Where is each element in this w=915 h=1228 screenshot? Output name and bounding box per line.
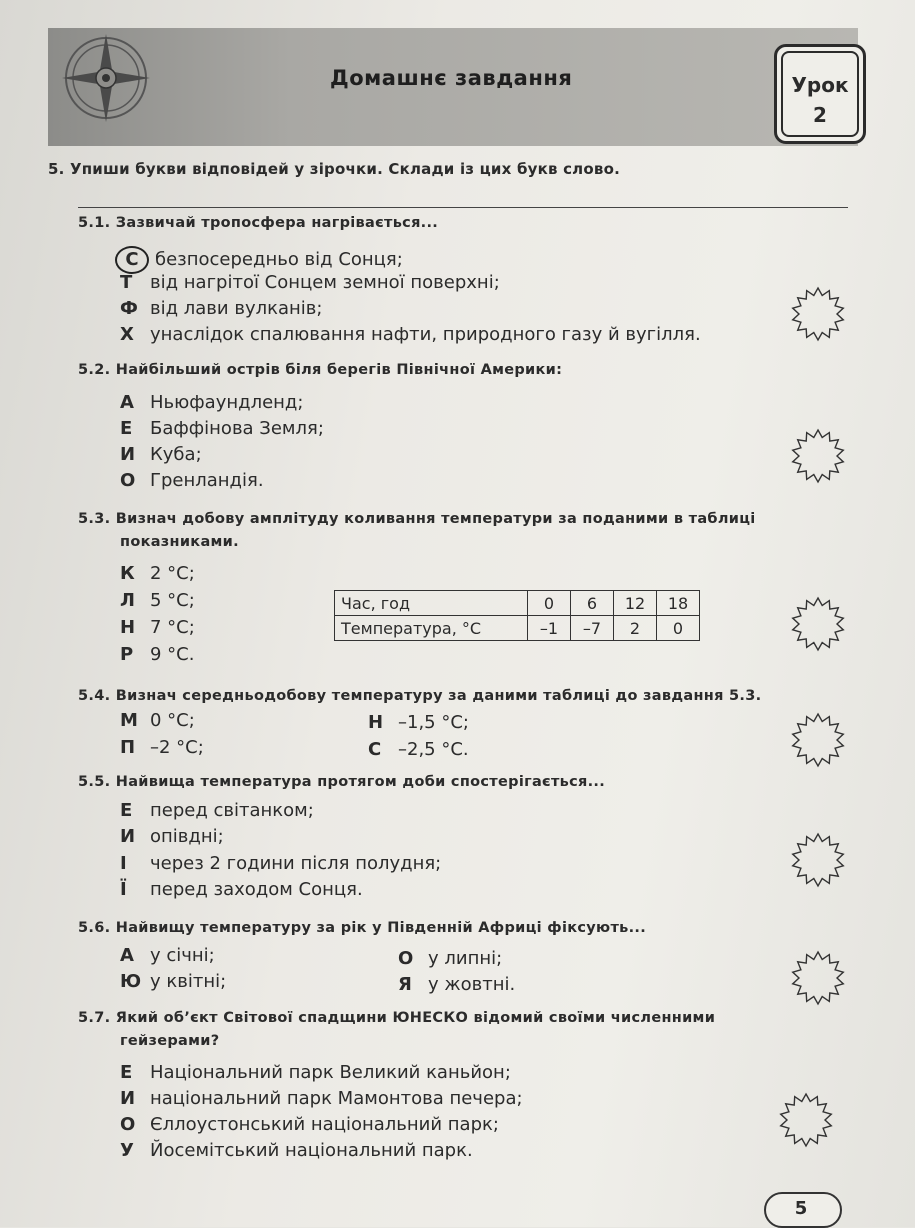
question-number: 5.1. [78, 215, 111, 231]
answer-star-box[interactable] [790, 832, 846, 888]
option-text: Йосемітський національний парк. [150, 1140, 473, 1161]
option[interactable] [120, 272, 500, 293]
option-letter: К [120, 563, 135, 584]
question-5-2 [78, 362, 562, 378]
option-text: опівдні; [150, 826, 224, 847]
question-number: 5.7. [78, 1010, 111, 1026]
option-letter: Р [120, 644, 134, 665]
temperature-table [334, 590, 700, 641]
option-letter: О [120, 470, 136, 491]
option-text: у квітні; [150, 971, 227, 992]
option-letter: И [120, 826, 136, 847]
task-instruction: 5. Упиши букви відповідей у зірочки. Склади із цих букв слово. [48, 160, 620, 178]
option[interactable] [120, 737, 204, 758]
option[interactable] [120, 853, 441, 874]
option-text: –2,5 °С. [398, 739, 469, 760]
table-cell: 18 [657, 591, 700, 616]
option[interactable] [120, 945, 215, 966]
option-text: у липні; [428, 948, 503, 969]
option-letter: У [120, 1140, 134, 1161]
option-text: від лави вулканів; [150, 298, 323, 319]
table-header-cell: Температура, °С [335, 616, 528, 641]
option-letter: О [398, 948, 414, 969]
lesson-number: 2 [813, 103, 827, 127]
option-text: Баффінова Земля; [150, 418, 324, 439]
option[interactable] [120, 971, 226, 992]
option-text: Єллоустонський національний парк; [150, 1114, 499, 1135]
question-text: Визнач середньодобову температуру за даними таблиці до завдання 5.3. [115, 688, 762, 704]
option[interactable] [120, 590, 195, 611]
option[interactable] [120, 879, 363, 900]
question-number: 5.2. [78, 362, 111, 378]
option-letter: Л [120, 590, 135, 611]
table-header-cell: Час, год [335, 591, 528, 616]
question-5-4 [78, 688, 761, 704]
table-row [335, 591, 700, 616]
option[interactable] [368, 739, 469, 760]
lesson-label: Урок [791, 73, 849, 97]
option-text: від нагрітої Сонцем земної поверхні; [150, 272, 500, 293]
option-letter: И [120, 1088, 136, 1109]
page-number: 5 [794, 1198, 808, 1219]
option-letter: А [120, 945, 134, 966]
option-text: 0 °С; [150, 710, 195, 731]
question-text-continued: показниками. [120, 534, 239, 550]
option-letter: Я [398, 974, 412, 995]
option-text: 5 °С; [150, 590, 195, 611]
option[interactable] [120, 470, 264, 491]
option-text: Національний парк Великий каньйон; [150, 1062, 511, 1083]
question-5-7 [78, 1010, 715, 1026]
table-cell: 0 [528, 591, 571, 616]
question-number: 5.3. [78, 511, 111, 527]
question-5-3 [78, 511, 756, 527]
option[interactable] [120, 563, 195, 584]
table-cell: 0 [657, 616, 700, 641]
question-number: 5.5. [78, 774, 111, 790]
option-letter: А [120, 392, 134, 413]
answer-star-box[interactable] [790, 950, 846, 1006]
table-cell: 6 [571, 591, 614, 616]
answer-star-box[interactable] [778, 1092, 834, 1148]
table-cell: 2 [614, 616, 657, 641]
option[interactable] [120, 1114, 499, 1135]
option-letter: П [120, 737, 136, 758]
table-cell: –1 [528, 616, 571, 641]
option-text: перед світанком; [150, 800, 314, 821]
question-text: Найбільший острів біля берегів Північної Америки: [115, 362, 563, 378]
option[interactable] [120, 710, 195, 731]
option-text: –1,5 °С; [398, 712, 469, 733]
option-letter: Н [120, 617, 136, 638]
answer-star-box[interactable] [790, 286, 846, 342]
option-letter: Е [120, 418, 133, 439]
option-text: унаслідок спалювання нафти, природного газу й вугілля. [150, 324, 701, 345]
option[interactable] [120, 644, 194, 665]
option[interactable] [120, 617, 195, 638]
page-title: Домашнє завдання [330, 66, 573, 90]
option-text: 2 °С; [150, 563, 195, 584]
option[interactable] [120, 1062, 511, 1083]
lesson-badge [774, 44, 866, 144]
option-letter: Е [120, 1062, 133, 1083]
option-letter: М [120, 710, 138, 731]
question-text: Визнач добову амплітуду коливання температури за поданими в таблиці [115, 511, 756, 527]
option[interactable] [368, 712, 469, 733]
option-text: –2 °С; [150, 737, 204, 758]
option-text: Ньюфаундленд; [150, 392, 304, 413]
option-text: Гренландія. [150, 470, 264, 491]
option-text: безпосередньо від Сонця; [155, 249, 403, 270]
option[interactable] [120, 800, 314, 821]
option[interactable] [120, 392, 303, 413]
option-text: у жовтні. [428, 974, 516, 995]
option-text: 9 °С. [150, 644, 195, 665]
question-text: Який об’єкт Світової спадщини ЮНЕСКО відомий своїми численними [115, 1010, 716, 1026]
option[interactable] [120, 246, 403, 274]
answer-star-box[interactable] [790, 712, 846, 768]
question-text: Найвищу температуру за рік у Південній Африці фіксують... [115, 920, 647, 936]
option-text: у січні; [150, 945, 215, 966]
option[interactable] [120, 826, 224, 847]
question-5-6 [78, 920, 646, 936]
option-letter: Т [120, 272, 133, 293]
question-5-1 [78, 215, 438, 231]
option-text: через 2 години після полудня; [150, 853, 442, 874]
option-letter: О [120, 1114, 136, 1135]
option[interactable] [120, 324, 701, 345]
option-text: Куба; [150, 444, 202, 465]
option-letter: Ф [120, 298, 138, 319]
question-5-5 [78, 774, 605, 790]
option-letter: С [368, 739, 382, 760]
option[interactable] [120, 1088, 523, 1109]
option-letter: Ї [120, 879, 127, 900]
compass-icon [58, 30, 154, 126]
option[interactable] [120, 444, 202, 465]
question-number: 5.6. [78, 920, 111, 936]
option-letter: И [120, 444, 136, 465]
answer-star-box[interactable] [790, 596, 846, 652]
answer-star-box[interactable] [790, 428, 846, 484]
option[interactable] [398, 974, 515, 995]
question-number: 5.4. [78, 688, 111, 704]
option[interactable] [120, 1140, 473, 1161]
option-letter: Н [368, 712, 384, 733]
option-letter: І [120, 853, 127, 874]
option-letter-circled: С [115, 246, 149, 274]
table-cell: –7 [571, 616, 614, 641]
option-text: перед заходом Сонця. [150, 879, 363, 900]
option[interactable] [120, 298, 322, 319]
option-letter: Е [120, 800, 133, 821]
table-cell: 12 [614, 591, 657, 616]
option-text: національний парк Мамонтова печера; [150, 1088, 523, 1109]
table-row [335, 616, 700, 641]
option[interactable] [120, 418, 324, 439]
option-letter: Ю [120, 971, 142, 992]
option[interactable] [398, 948, 502, 969]
option-letter: Х [120, 324, 134, 345]
question-text: Найвища температура протягом доби спостерігається... [115, 774, 606, 790]
question-text-continued: гейзерами? [120, 1033, 220, 1049]
question-text: Зазвичай тропосфера нагрівається... [115, 215, 439, 231]
page-number-badge [764, 1192, 842, 1228]
option-text: 7 °С; [150, 617, 195, 638]
answer-line[interactable] [78, 207, 848, 208]
